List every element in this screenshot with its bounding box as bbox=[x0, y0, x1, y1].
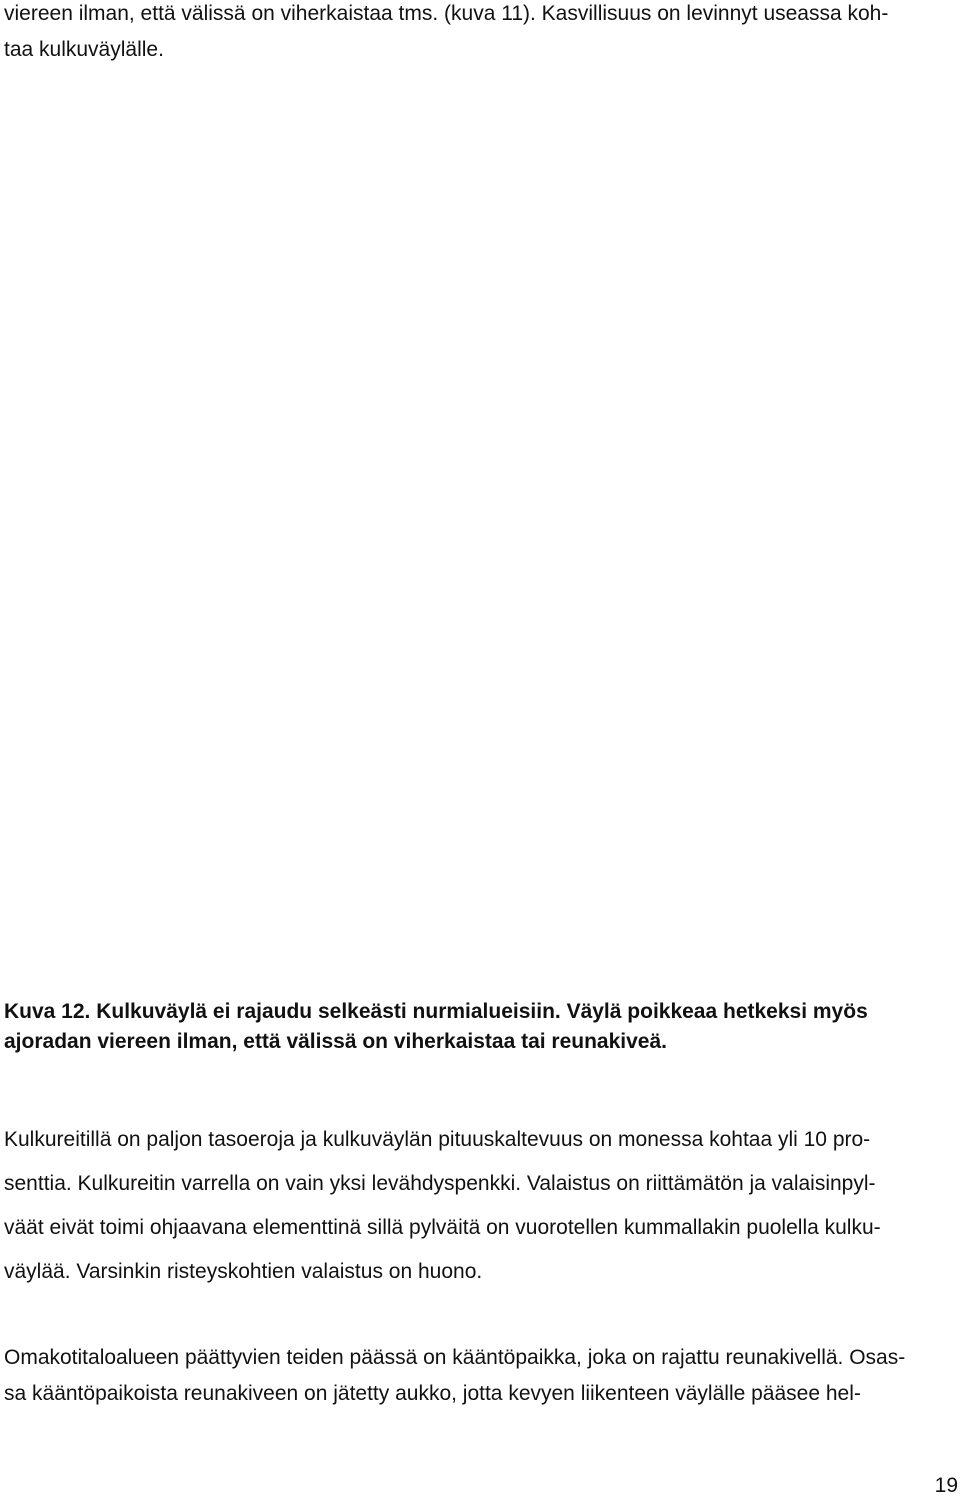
paragraph-2-line-3: väät eivät toimi ohjaavana elementtinä sillä pylväitä on vuorotellen kummallakin puolella kulku- bbox=[4, 1216, 881, 1239]
paragraph-2-line-4: väylää. Varsinkin risteyskohtien valaistus on huono. bbox=[4, 1260, 483, 1283]
top-paragraph-line-2: taa kulkuväylälle. bbox=[4, 38, 164, 61]
paragraph-3-line-1: Omakotitaloalueen päättyvien teiden päässä on kääntöpaikka, joka on rajattu reunakivellä. Osas- bbox=[4, 1346, 906, 1369]
figure-caption-line-1: Kuva 12. Kulkuväylä ei rajaudu selkeästi nurmialueisiin. Väylä poikkeaa hetkeksi myös bbox=[4, 1000, 868, 1023]
paragraph-3-line-2: sa kääntöpaikoista reunakiveen on jätetty aukko, jotta kevyen liikenteen väylälle pääsee hel- bbox=[4, 1382, 861, 1405]
paragraph-2-line-1: Kulkureitillä on paljon tasoeroja ja kulkuväylän pituuskaltevuus on monessa kohtaa yli 10 pro- bbox=[4, 1128, 871, 1151]
figure-12-image bbox=[0, 80, 960, 990]
page-number: 19 bbox=[934, 1474, 958, 1497]
top-paragraph-line-1: viereen ilman, että välissä on viherkaistaa tms. (kuva 11). Kasvillisuus on levinnyt useassa koh- bbox=[4, 2, 889, 25]
figure-caption-line-2: ajoradan viereen ilman, että välissä on viherkaistaa tai reunakiveä. bbox=[4, 1030, 667, 1053]
paragraph-2-line-2: senttia. Kulkureitin varrella on vain yksi levähdyspenkki. Valaistus on riittämätön ja valaisinpyl- bbox=[4, 1172, 876, 1195]
